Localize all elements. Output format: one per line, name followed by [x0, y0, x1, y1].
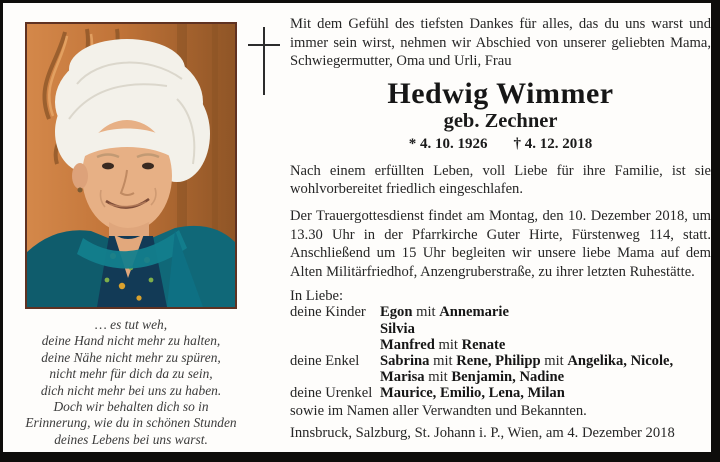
poem-line: Doch wir behalten dich so in [53, 399, 209, 415]
family-row-greatgrandchildren [290, 385, 711, 401]
family-row-grandchildren-2 [290, 369, 711, 385]
poem-line: deines Lebens bei uns warst. [54, 431, 208, 447]
family-label [290, 321, 380, 337]
portrait-photo [25, 22, 237, 309]
birth-date: * 4. 10. 1926 [408, 135, 488, 152]
in-love-heading: In Liebe: [290, 288, 344, 305]
family-names: Silvia [380, 320, 415, 337]
family-row-grandchildren-1 [290, 353, 711, 369]
passing-paragraph: Nach einem erfüllten Leben, voll Liebe für ihre Familie, ist sie wohlvorbereitet friedlich eingeschlafen. [290, 162, 711, 198]
notice-text-column [290, 15, 711, 443]
portrait-illustration [27, 24, 235, 307]
family-names: Marisa mit Benjamin, Nadine [380, 369, 565, 386]
memorial-poem [17, 317, 245, 448]
closing-line: sowie im Namen aller Verwandten und Bekannten. [290, 402, 587, 419]
cross-icon [245, 24, 283, 103]
family-row-children-2 [290, 321, 711, 337]
family-names: Sabrina mit Rene, Philipp mit Angelika, Nicole, [380, 352, 674, 369]
family-label [290, 337, 380, 353]
poem-line: dich nicht mehr bei uns zu haben. [40, 382, 222, 398]
poem-line: Erinnerung, wie du in schönen Stunden [25, 415, 237, 431]
family-label: deine Urenkel [290, 385, 373, 402]
service-paragraph: Der Trauergottesdienst findet am Montag, den 10. Dezember 2018, um 13.30 Uhr in der Pfarrkirche Guter Hirte, Fürstenweg 114, statt. Anschließend um 15 Uhr begleiten wir unsere liebe Mama auf dem Alten Militärfriedhof, Anzengruberstraße, zu ihrer letzten Ruhestätte. [290, 207, 711, 280]
family-label: deine Kinder [290, 304, 366, 321]
poem-line: deine Nähe nicht mehr zu spüren, [41, 349, 221, 365]
family-names: Egon mit Annemarie [380, 304, 509, 321]
death-date: † 4. 12. 2018 [513, 135, 593, 152]
family-row-children-3 [290, 337, 711, 353]
deceased-name: Hedwig Wimmer [387, 76, 614, 110]
family-row-children-1 [290, 304, 711, 320]
intro-paragraph: Mit dem Gefühl des tiefsten Dankes für alles, das du uns warst und immer sein wirst, nehmen wir Abschied von unserer geliebten Mama, Schwiegermutter, Oma und Urli, Frau [290, 16, 711, 70]
family-label [290, 369, 380, 385]
maiden-name: geb. Zechner [443, 109, 558, 132]
poem-line: … es tut weh, [94, 317, 168, 332]
poem-line: nicht mehr für dich da zu sein, [49, 366, 213, 382]
family-names: Maurice, Emilio, Lena, Milan [380, 385, 565, 402]
family-label: deine Enkel [290, 352, 360, 369]
poem-line: deine Hand nicht mehr zu halten, [41, 333, 221, 349]
life-dates [290, 135, 711, 153]
places-and-date: Innsbruck, Salzburg, St. Johann i. P., Wien, am 4. Dezember 2018 [290, 425, 675, 442]
family-names: Manfred mit Renate [380, 336, 506, 353]
